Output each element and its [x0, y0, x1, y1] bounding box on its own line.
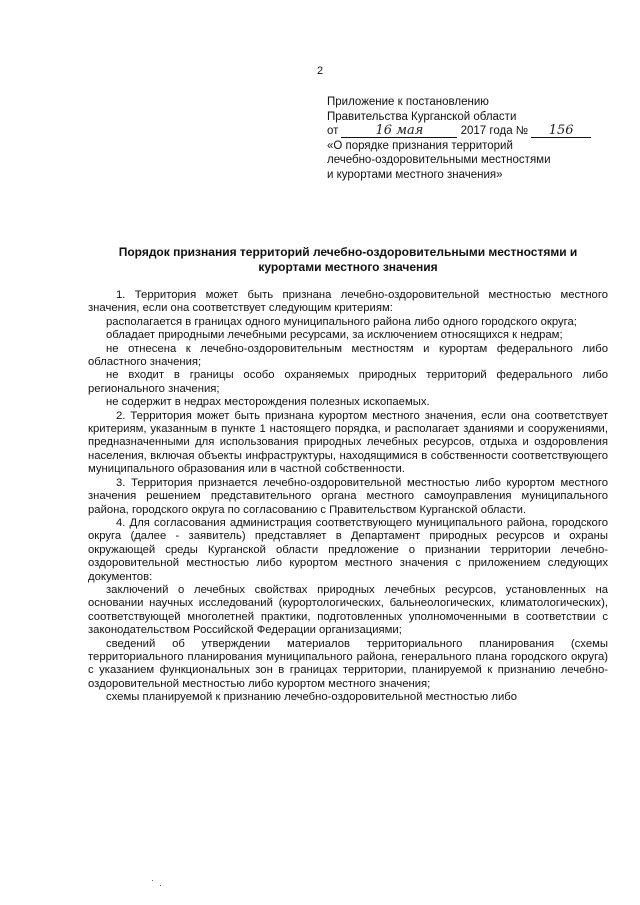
document-item-2: сведений об утверждении материалов территориального планирования (схемы территориального планирования муниципального района, генерального плана городского округа) с указанием функциональных зон в границах территории, планируемой к признанию лечебно-оздоровительной местностью либо курортом местного значения;: [88, 637, 608, 690]
paragraph-2: 2. Территория может быть признана курортом местного значения, если она соответствует критериям, указанным в пункте 1 настоящего порядка, и располагает зданиями и сооружениями, предназначенными для использования природных лечебных ресурсов, отдыха и оздоровления населения, включая объекты инфраструктуры, находящимися в собственности соответствующего муниципального образования или в частной собственности.: [88, 409, 608, 476]
appendix-line-2: Правительства Курганской области: [327, 110, 517, 123]
criterion-2: обладает природными лечебными ресурсами, за исключением относящихся к недрам;: [106, 329, 563, 342]
document-title: [68, 245, 628, 275]
appendix-line-1: Приложение к постановлению: [327, 96, 489, 108]
date-prefix: от: [327, 125, 339, 138]
scan-speck: [160, 885, 161, 886]
document-body: [88, 289, 608, 705]
handwritten-number: 156: [531, 125, 591, 138]
appendix-ref-1: «О порядке признания территорий: [327, 139, 513, 152]
handwritten-date: 16 мая: [341, 125, 457, 138]
document-item-3: схемы планируемой к признанию лечебно-оздоровительной местностью либо: [106, 691, 518, 704]
criterion-3: не отнесена к лечебно-оздоровительным местностям и курортам федерального либо областного значения;: [88, 342, 608, 369]
appendix-date-line: [327, 124, 627, 139]
document-item-1: заключений о лечебных свойствах природных лечебных ресурсов, установленных на основании научных исследований (курортологических, бальнеологических, климатологических), соответствующей многолетней практики, подготовленных уполномоченными в соответствии с законодательством Российской Федерации организациями;: [88, 583, 608, 637]
paragraph-1: 1. Территория может быть признана лечебно-оздоровительной местностью местного значения, если она соответствует следующим критериям:: [88, 289, 608, 315]
criterion-1: располагается в границах одного муниципального района либо одного городского округа;: [106, 315, 577, 328]
criterion-4: не входит в границы особо охраняемых природных территорий федерального либо регионального значения;: [88, 369, 608, 395]
paragraph-3: 3. Территория признается лечебно-оздоровительной местностью либо курортом местного значения решением представительного органа местного самоуправления муниципального района, городского округа по согласованию с Правительством Курганской области.: [88, 476, 608, 516]
appendix-ref-2: лечебно-оздоровительными местностями: [327, 154, 551, 167]
appendix-header: [327, 95, 627, 183]
appendix-ref-3: и курортами местного значения»: [327, 168, 503, 181]
paragraph-4: 4. Для согласования администрация соответствующего муниципального района, городского округа (далее - заявитель) представляет в Департамент природных ресурсов и охраны окружающей среды Курганской области предложение о признании территории лечебно-оздоровительной местностью либо курортом местного значения с приложением следующих документов:: [88, 516, 608, 583]
document-title-line-1: Порядок признания территорий лечебно-оздоровительными местностями и: [118, 245, 578, 259]
year-text: 2017 года №: [460, 125, 529, 138]
document-title-line-2: курортами местного значения: [258, 260, 438, 274]
scan-speck: [152, 880, 153, 881]
criterion-5: не содержит в недрах месторождения полезных ископаемых.: [106, 396, 430, 409]
page-number: 2: [316, 65, 324, 77]
